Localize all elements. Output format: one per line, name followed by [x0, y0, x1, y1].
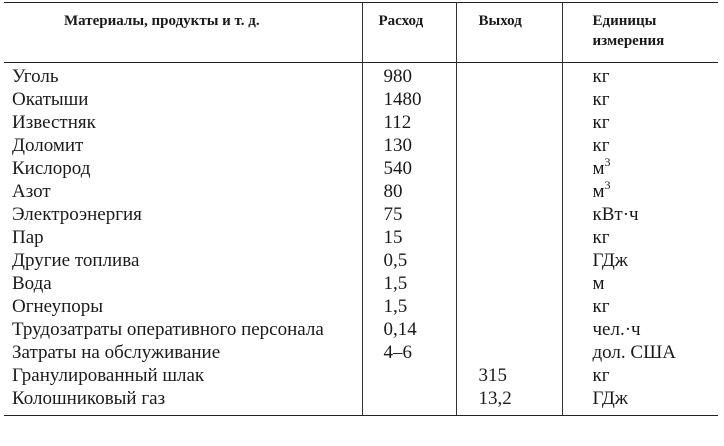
unit-text: кг: [592, 135, 610, 156]
unit-cell: [562, 154, 718, 180]
material-name-cell: Трудозатраты оперативного персонала: [12, 319, 324, 340]
table-row: [4, 318, 718, 341]
unit-cell: [562, 203, 718, 226]
consumption-cell: [362, 364, 456, 387]
consumption-cell: [362, 387, 456, 416]
material-name-cell: Азот: [12, 181, 51, 202]
material-name-cell: Огнеупоры: [12, 296, 104, 317]
output-cell: 13,2: [456, 387, 562, 416]
table-row: [4, 341, 718, 364]
header-units-line1: Единицы: [592, 13, 657, 29]
table-row: [4, 364, 718, 387]
unit-cell: [562, 364, 718, 387]
header-output: Выход: [456, 3, 562, 63]
consumption-cell: 0,5: [362, 249, 456, 272]
table-body: [4, 63, 718, 416]
output-cell: [456, 111, 562, 134]
material-name-cell: Затраты на обслуживание: [12, 342, 221, 363]
output-cell: [456, 226, 562, 249]
table-row: [4, 203, 718, 226]
unit-text: ГДж: [592, 388, 628, 409]
output-cell: [456, 318, 562, 341]
unit-cell: [562, 177, 718, 203]
unit-exponent: 3: [604, 177, 611, 192]
table-row: [4, 63, 718, 89]
unit-text: кг: [592, 296, 610, 317]
material-name-cell: Электроэнергия: [12, 204, 142, 225]
table-header: [4, 3, 718, 63]
header-units: [562, 3, 718, 63]
unit-cell: [562, 295, 718, 318]
unit-text: кг: [592, 365, 610, 386]
consumption-cell: 0,14: [362, 318, 456, 341]
unit-text: м: [592, 273, 605, 294]
output-cell: 315: [456, 364, 562, 387]
consumption-cell: 1,5: [362, 295, 456, 318]
consumption-cell: 15: [362, 226, 456, 249]
unit-cell: [562, 249, 718, 272]
consumption-cell: 1480: [362, 88, 456, 111]
consumption-cell: 4–6: [362, 341, 456, 364]
unit-text: кг: [592, 66, 610, 87]
consumption-cell: 112: [362, 111, 456, 134]
header-material: Материалы, продукты и т. д.: [4, 3, 362, 63]
material-name-cell: Уголь: [12, 66, 59, 87]
material-name-cell: Окатыши: [12, 89, 89, 110]
output-cell: [456, 272, 562, 295]
output-cell: [456, 341, 562, 364]
table-row: [4, 387, 718, 416]
unit-text: кг: [592, 227, 610, 248]
output-cell: [456, 249, 562, 272]
material-name-cell: Кислород: [12, 158, 91, 179]
unit-cell: [562, 88, 718, 111]
unit-cell: [562, 226, 718, 249]
output-cell: [456, 88, 562, 111]
unit-text: м: [592, 181, 605, 202]
table-row: [4, 134, 718, 157]
unit-cell: [562, 272, 718, 295]
unit-exponent: 3: [604, 154, 611, 169]
consumption-cell: 75: [362, 203, 456, 226]
table-row: [4, 180, 718, 203]
unit-text: ГДж: [592, 250, 628, 271]
consumption-cell: 980: [362, 63, 456, 89]
unit-text: кВт·ч: [592, 204, 639, 225]
material-name-cell: Гранулированный шлак: [12, 365, 205, 386]
material-name-cell: Пар: [12, 227, 44, 248]
material-name-cell: Другие топлива: [12, 250, 140, 271]
header-units-line2: измерения: [592, 33, 665, 49]
material-name-cell: Доломит: [12, 135, 84, 156]
table-row: [4, 272, 718, 295]
material-name-cell: Колошниковый газ: [4, 387, 362, 416]
output-cell: [456, 134, 562, 157]
header-consumption: Расход: [362, 3, 456, 63]
unit-cell: [562, 318, 718, 341]
output-cell: [456, 157, 562, 180]
table-row: [4, 88, 718, 111]
unit-cell: [562, 111, 718, 134]
unit-cell: [562, 134, 718, 157]
material-name-cell: Вода: [12, 273, 52, 294]
table-row: [4, 249, 718, 272]
consumption-cell: 80: [362, 180, 456, 203]
output-cell: [456, 203, 562, 226]
table-row: [4, 226, 718, 249]
header-row: [4, 3, 718, 63]
material-name-cell: Известняк: [12, 112, 96, 133]
table-row: [4, 157, 718, 180]
table-row: [4, 295, 718, 318]
table-row: [4, 111, 718, 134]
unit-cell: [562, 387, 718, 416]
unit-text: дол. США: [592, 342, 676, 363]
unit-text: кг: [592, 112, 610, 133]
consumption-cell: 540: [362, 157, 456, 180]
unit-text: чел.·ч: [592, 319, 641, 340]
unit-cell: [562, 341, 718, 364]
materials-table: [4, 2, 718, 416]
output-cell: [456, 295, 562, 318]
consumption-cell: 130: [362, 134, 456, 157]
unit-text: м: [592, 158, 605, 179]
unit-cell: [562, 63, 718, 89]
output-cell: [456, 63, 562, 89]
unit-text: кг: [592, 89, 610, 110]
output-cell: [456, 180, 562, 203]
consumption-cell: 1,5: [362, 272, 456, 295]
